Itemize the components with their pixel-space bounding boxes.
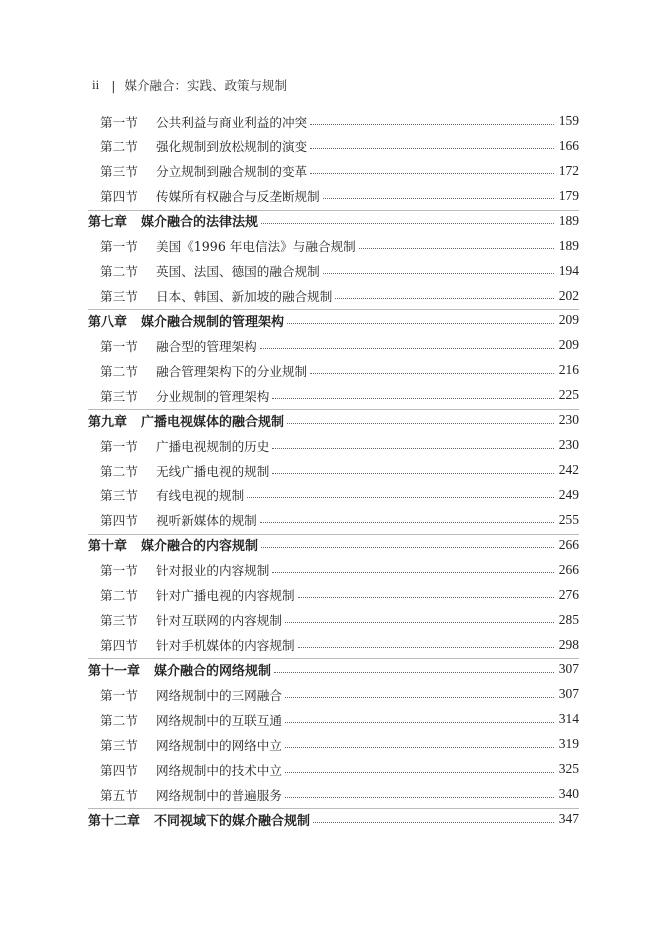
section-title: 针对报业的内容规制 bbox=[156, 563, 270, 579]
dot-leader bbox=[274, 672, 554, 673]
chapter-number: 第十一章 bbox=[88, 663, 141, 679]
toc-section-entry[interactable] bbox=[100, 508, 579, 532]
chapter-title: 不同视域下的媒介融合规制 bbox=[154, 813, 311, 829]
section-title: 网络规制中的三网融合 bbox=[156, 687, 282, 703]
section-title: 视听新媒体的规制 bbox=[156, 513, 257, 529]
chapter-number: 第八章 bbox=[88, 314, 128, 330]
dot-leader bbox=[285, 797, 554, 798]
dot-leader bbox=[272, 572, 554, 573]
toc-section-entry[interactable] bbox=[100, 259, 579, 283]
section-number: 第三节 bbox=[100, 164, 138, 180]
dot-leader bbox=[287, 323, 554, 324]
section-title: 网络规制中的技术中立 bbox=[156, 762, 282, 778]
toc-section-entry[interactable] bbox=[100, 782, 579, 806]
section-title: 分业规制的管理架构 bbox=[156, 388, 270, 404]
page-number: 230 bbox=[558, 437, 579, 453]
page-number: 242 bbox=[558, 462, 579, 478]
toc-section-entry[interactable] bbox=[100, 732, 579, 756]
section-number: 第二节 bbox=[100, 588, 138, 604]
page-number: 166 bbox=[558, 137, 579, 153]
section-title: 针对手机媒体的内容规制 bbox=[156, 638, 295, 654]
dot-leader bbox=[310, 148, 554, 149]
chapter-title: 媒介融合的内容规制 bbox=[141, 539, 259, 555]
section-number: 第一节 bbox=[100, 563, 138, 579]
page-number: 209 bbox=[558, 312, 579, 328]
dot-leader bbox=[247, 497, 554, 498]
section-number: 第二节 bbox=[100, 363, 138, 379]
section-number: 第四节 bbox=[100, 189, 138, 205]
section-number: 第三节 bbox=[100, 388, 138, 404]
section-title: 无线广播电视的规制 bbox=[156, 463, 270, 479]
toc-section-entry[interactable] bbox=[100, 234, 579, 258]
section-title: 广播电视规制的历史 bbox=[156, 438, 270, 454]
toc-section-entry[interactable] bbox=[100, 284, 579, 308]
section-number: 第二节 bbox=[100, 264, 138, 280]
section-number: 第四节 bbox=[100, 762, 138, 778]
section-title: 英国、法国、德国的融合规制 bbox=[156, 264, 320, 280]
chapter-title: 媒介融合规制的管理架构 bbox=[141, 314, 285, 330]
dot-leader bbox=[359, 248, 554, 249]
section-title: 网络规制中的普遍服务 bbox=[156, 787, 282, 803]
dot-leader bbox=[285, 722, 554, 723]
dot-leader bbox=[272, 398, 554, 399]
toc-section-entry[interactable] bbox=[100, 333, 579, 357]
chapter-number: 第九章 bbox=[88, 414, 128, 430]
dot-leader bbox=[335, 298, 554, 299]
dot-leader bbox=[323, 198, 554, 199]
section-number: 第一节 bbox=[100, 239, 138, 255]
section-title: 网络规制中的网络中立 bbox=[156, 737, 282, 753]
section-title: 日本、韩国、新加坡的融合规制 bbox=[156, 289, 333, 304]
page-number: 307 bbox=[558, 661, 579, 677]
dot-leader bbox=[285, 697, 554, 698]
page-number: 209 bbox=[558, 337, 579, 353]
toc-section-entry[interactable] bbox=[100, 633, 579, 657]
toc-chapter-entry[interactable] bbox=[88, 308, 579, 332]
page-number: 285 bbox=[558, 611, 579, 627]
toc-section-entry[interactable] bbox=[100, 358, 579, 382]
toc-section-entry[interactable] bbox=[100, 608, 579, 632]
dot-leader bbox=[287, 423, 554, 424]
chapter-title: 媒介融合的法律法规 bbox=[141, 215, 259, 231]
toc-section-entry[interactable] bbox=[100, 483, 579, 507]
page-number: 189 bbox=[558, 237, 579, 253]
page-number: 319 bbox=[558, 736, 579, 752]
toc-section-entry[interactable] bbox=[100, 433, 579, 457]
page-number: 202 bbox=[558, 287, 579, 303]
toc-section-entry[interactable] bbox=[100, 134, 579, 158]
dot-leader bbox=[298, 647, 554, 648]
chapter-number: 第十二章 bbox=[88, 813, 141, 829]
dot-leader bbox=[323, 273, 554, 274]
section-number: 第二节 bbox=[100, 712, 138, 728]
page-number: 340 bbox=[558, 786, 579, 802]
header-separator: | bbox=[111, 77, 116, 93]
page-number: 276 bbox=[558, 586, 579, 602]
header-book-title: 媒介融合：实践、政策与规制 bbox=[124, 78, 287, 93]
page-number: 307 bbox=[558, 686, 579, 702]
page-number: 266 bbox=[558, 561, 579, 577]
chapter-title: 媒介融合的网络规制 bbox=[154, 663, 272, 679]
section-number: 第一节 bbox=[100, 438, 138, 454]
page-number: 159 bbox=[558, 113, 579, 128]
section-title: 公共利益与商业利益的冲突 bbox=[156, 114, 308, 130]
running-header bbox=[92, 76, 287, 94]
section-title: 美国《1996 年电信法》与融合规制 bbox=[156, 239, 356, 255]
section-number: 第三节 bbox=[100, 737, 138, 753]
section-number: 第三节 bbox=[100, 289, 138, 304]
section-number: 第三节 bbox=[100, 488, 138, 504]
dot-leader bbox=[272, 473, 554, 474]
toc-section-entry[interactable] bbox=[100, 583, 579, 607]
toc-chapter-entry[interactable] bbox=[88, 209, 579, 233]
page-number: 179 bbox=[558, 187, 579, 203]
page-number: 266 bbox=[558, 536, 579, 552]
page-number: 230 bbox=[558, 412, 579, 428]
section-title: 针对互联网的内容规制 bbox=[156, 613, 282, 629]
page-number: 314 bbox=[558, 711, 579, 727]
section-number: 第四节 bbox=[100, 513, 138, 529]
section-number: 第三节 bbox=[100, 613, 138, 629]
dot-leader bbox=[261, 547, 554, 548]
dot-leader bbox=[313, 822, 554, 823]
section-number: 第五节 bbox=[100, 787, 138, 803]
page-number: 194 bbox=[558, 262, 579, 278]
toc-chapter-entry[interactable] bbox=[88, 657, 579, 681]
toc-section-entry[interactable] bbox=[100, 707, 579, 731]
toc-section-entry[interactable] bbox=[100, 682, 579, 706]
dot-leader bbox=[310, 124, 554, 125]
chapter-number: 第七章 bbox=[88, 215, 128, 231]
section-number: 第四节 bbox=[100, 638, 138, 654]
dot-leader bbox=[272, 448, 554, 449]
page-number: 347 bbox=[558, 811, 579, 827]
page-number: 172 bbox=[558, 162, 579, 178]
section-number: 第一节 bbox=[100, 114, 138, 130]
page-number: 255 bbox=[558, 511, 579, 527]
dot-leader bbox=[260, 348, 554, 349]
section-title: 针对广播电视的内容规制 bbox=[156, 588, 295, 604]
toc-section-entry[interactable] bbox=[100, 184, 579, 208]
toc-section-entry[interactable] bbox=[100, 558, 579, 582]
toc-section-entry[interactable] bbox=[100, 383, 579, 407]
toc-section-entry[interactable] bbox=[100, 757, 579, 781]
page-number: 325 bbox=[558, 761, 579, 777]
header-page-number: ii bbox=[92, 77, 100, 92]
dot-leader bbox=[261, 223, 554, 224]
section-title: 强化规制到放松规制的演变 bbox=[156, 139, 308, 155]
section-number: 第一节 bbox=[100, 687, 138, 703]
section-title: 有线电视的规制 bbox=[156, 488, 245, 504]
toc-chapter-entry[interactable] bbox=[88, 408, 579, 432]
page-number: 298 bbox=[558, 636, 579, 652]
page-number: 225 bbox=[558, 387, 579, 403]
dot-leader bbox=[285, 622, 554, 623]
toc-section-entry[interactable] bbox=[100, 159, 579, 183]
dot-leader bbox=[285, 747, 554, 748]
chapter-title: 广播电视媒体的融合规制 bbox=[141, 414, 285, 430]
section-number: 第一节 bbox=[100, 338, 138, 354]
section-number: 第二节 bbox=[100, 463, 138, 479]
dot-leader bbox=[260, 522, 554, 523]
toc-chapter-entry[interactable] bbox=[88, 533, 579, 557]
chapter-number: 第十章 bbox=[88, 539, 128, 555]
dot-leader bbox=[298, 597, 554, 598]
dot-leader bbox=[285, 772, 554, 773]
section-title: 网络规制中的互联互通 bbox=[156, 712, 282, 728]
section-title: 分立规制到融合规制的变革 bbox=[156, 164, 308, 180]
page-number: 189 bbox=[558, 212, 579, 228]
section-title: 融合型的管理架构 bbox=[156, 338, 257, 354]
page-number: 249 bbox=[558, 486, 579, 502]
section-title: 传媒所有权融合与反垄断规制 bbox=[156, 189, 320, 205]
section-title: 融合管理架构下的分业规制 bbox=[156, 363, 308, 379]
dot-leader bbox=[310, 173, 554, 174]
toc-section-entry[interactable] bbox=[100, 109, 579, 133]
page-number: 216 bbox=[558, 362, 579, 378]
section-number: 第二节 bbox=[100, 139, 138, 155]
toc-chapter-entry[interactable] bbox=[88, 807, 579, 831]
toc-section-entry[interactable] bbox=[100, 458, 579, 482]
dot-leader bbox=[310, 373, 554, 374]
